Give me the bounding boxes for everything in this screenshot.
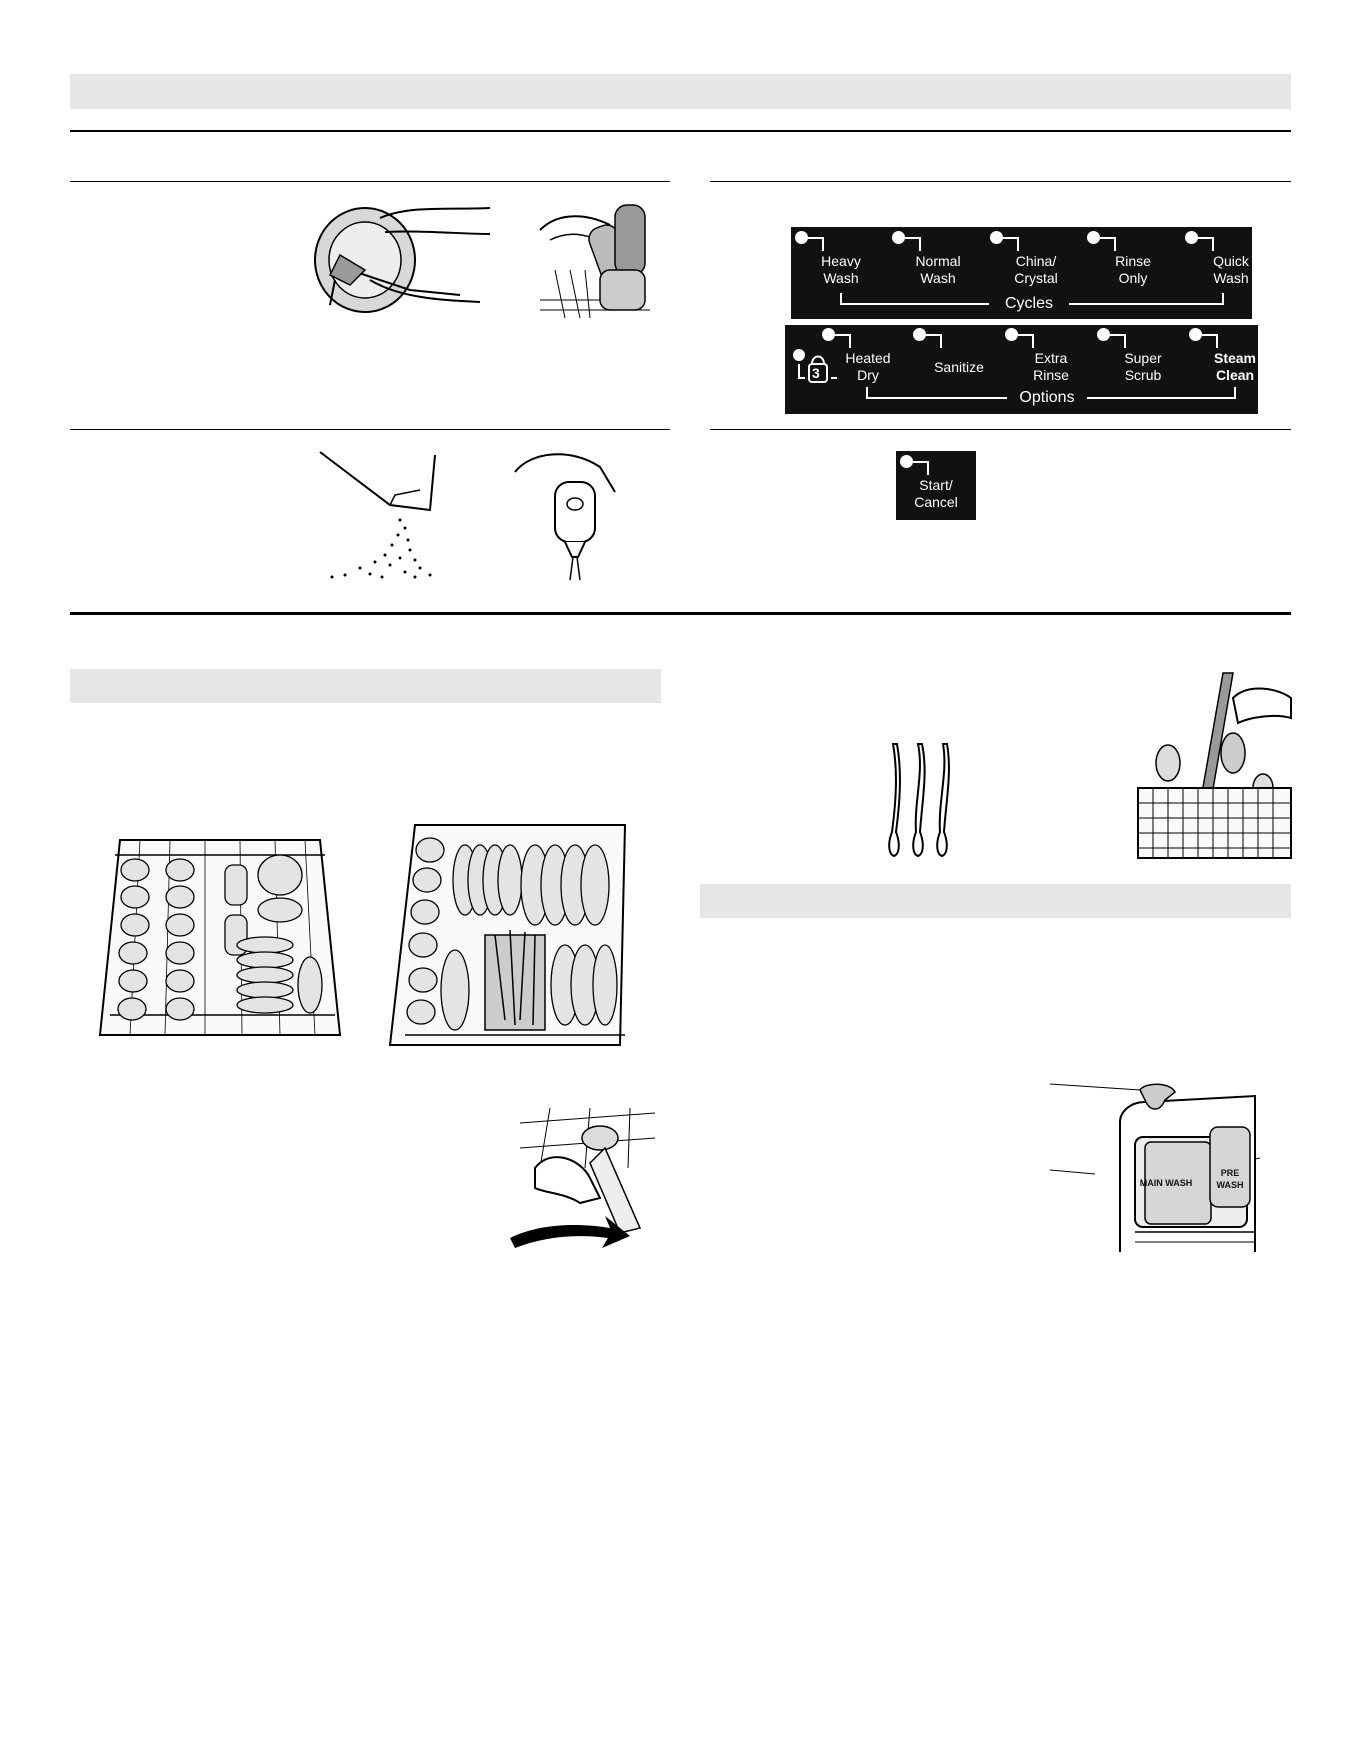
cycles-group-label: Cycles	[989, 295, 1069, 313]
bracket-line	[829, 334, 851, 348]
options-panel	[785, 325, 1258, 414]
bracket-line	[997, 237, 1019, 251]
section-bottom-rule	[70, 612, 1291, 615]
bracket-line	[1094, 237, 1116, 251]
bracket-line	[1192, 237, 1214, 251]
cycles-panel	[791, 227, 1252, 319]
bracket-line	[1196, 334, 1218, 348]
loading-section-bar	[70, 669, 661, 703]
bracket-line	[920, 334, 942, 348]
step2-rule	[710, 181, 1291, 182]
heavy-wash-label: Heavy Wash	[821, 253, 861, 286]
lock-digit: 3	[812, 365, 820, 381]
spray-arm-illustration	[510, 1108, 655, 1256]
super-scrub-button[interactable]	[1097, 328, 1189, 388]
pour-powder-illustration	[320, 450, 450, 580]
heated-dry-label: Heated Dry	[845, 350, 891, 383]
lower-rack-illustration	[385, 820, 630, 1055]
china-crystal-button[interactable]	[990, 231, 1082, 291]
spoons-illustration	[878, 742, 968, 860]
sanitize-button[interactable]	[913, 328, 1005, 388]
main-wash-label: MAIN WASH	[1139, 1178, 1193, 1188]
top-thick-rule	[70, 130, 1291, 132]
heated-dry-button[interactable]	[822, 328, 914, 388]
detergent-section-bar	[700, 884, 1291, 918]
rinse-only-label: Rinse Only	[1115, 253, 1151, 286]
super-scrub-label: Super Scrub	[1124, 350, 1162, 383]
rinse-only-button[interactable]	[1087, 231, 1179, 291]
start-cancel-panel	[896, 451, 976, 520]
bracket-line	[907, 461, 929, 475]
bracket-line	[1104, 334, 1126, 348]
silverware-basket-illustration	[1138, 668, 1291, 861]
step3-rule	[70, 429, 670, 430]
upper-rack-illustration	[90, 835, 345, 1055]
load-glasses-illustration	[540, 200, 650, 320]
extra-rinse-button[interactable]	[1005, 328, 1097, 388]
bracket-line	[899, 237, 921, 251]
bracket-line	[1012, 334, 1034, 348]
normal-wash-label: Normal Wash	[915, 253, 961, 286]
quick-wash-button[interactable]	[1185, 231, 1277, 291]
china-crystal-label: China/ Crystal	[1014, 253, 1058, 286]
heavy-wash-button[interactable]	[795, 231, 887, 291]
pre-wash-label: PRE WASH	[1216, 1168, 1244, 1190]
scrape-plate-illustration	[310, 200, 500, 320]
top-header-bar	[70, 74, 1291, 109]
extra-rinse-label: Extra Rinse	[1033, 350, 1069, 383]
steam-clean-label: Steam Clean	[1213, 350, 1257, 383]
normal-wash-button[interactable]	[892, 231, 984, 291]
options-group-label: Options	[1007, 389, 1087, 407]
pour-liquid-illustration	[510, 452, 620, 582]
start-cancel-label: Start/ Cancel	[914, 477, 958, 510]
bracket-line	[802, 237, 824, 251]
start-cancel-button[interactable]	[900, 455, 972, 515]
step1-rule	[70, 181, 670, 182]
sanitize-label: Sanitize	[934, 359, 984, 375]
step4-rule	[710, 429, 1291, 430]
quick-wash-label: Quick Wash	[1213, 253, 1249, 286]
steam-clean-button[interactable]	[1189, 328, 1281, 388]
